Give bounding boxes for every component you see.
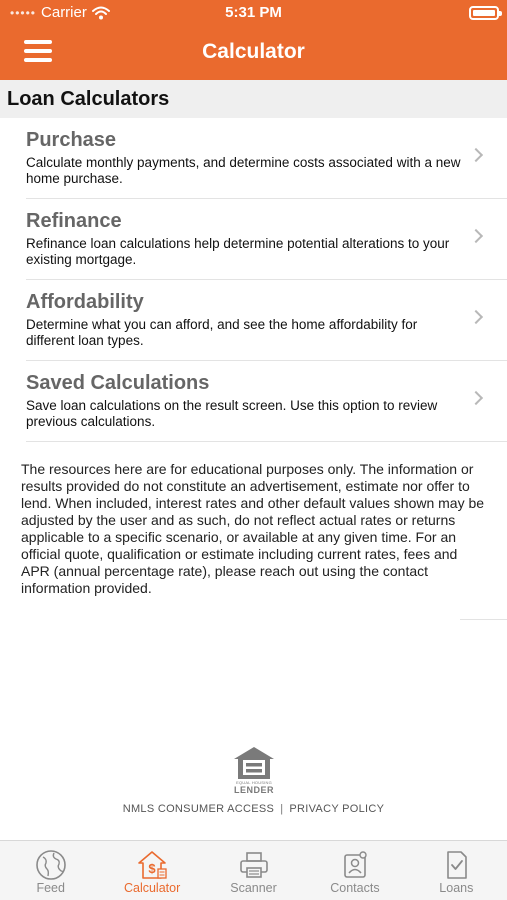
footer-separator: | [280,803,284,815]
calculator-list [0,118,507,442]
item-description: Save loan calculations on the result screen. Use this option to review previous calculations. [26,398,438,429]
disclaimer-text: The resources here are for educational purposes only. The information or results provided do not constitute an advertisement, estimate nor offer to lend. When included, interest rates and other default values shown may be adjusted by the user and as such, do not reflect actual rates or returns applicable to a specific scenario, or available at any given time. For an official quote, qualification or estimate including current rates, fees and APR (annual percentage rate), please reach out using the contact information provided. [21,461,485,596]
tab-label: Contacts [330,881,380,895]
status-time: 5:31 PM [225,4,282,21]
status-bar [0,0,507,26]
chevron-right-icon [469,391,483,405]
item-title: Affordability [26,291,144,313]
list-item-saved-calculations[interactable] [26,361,507,442]
nav-bar [0,26,507,80]
svg-text:$: $ [148,861,156,876]
divider [460,619,507,620]
calculator-dollar-icon [136,849,168,881]
nmls-consumer-access-link[interactable]: NMLS CONSUMER ACCESS [122,803,275,815]
tab-label: Calculator [123,881,181,895]
printer-icon [238,849,270,881]
contacts-icon [339,849,371,881]
chevron-right-icon [469,310,483,324]
list-item-affordability[interactable] [26,280,507,361]
list-item-purchase[interactable] [26,118,507,199]
header [0,0,507,80]
battery-icon [469,6,499,20]
tab-calculator[interactable] [101,841,202,900]
section-header [0,80,507,118]
logo-big-text: LENDER [233,785,274,795]
globe-icon [35,849,67,881]
tab-feed[interactable] [0,841,101,900]
item-title: Saved Calculations [26,372,210,394]
item-title: Refinance [26,210,122,232]
item-description: Refinance loan calculations help determine potential alterations to your existing mortgage. [26,236,450,267]
tab-label: Feed [36,881,65,895]
tab-bar [0,840,507,900]
item-description: Calculate monthly payments, and determine costs associated with a new home purchase. [26,155,461,186]
footer-links [0,803,507,815]
equal-housing-lender-logo [232,745,276,795]
list-item-refinance[interactable] [26,199,507,280]
signal-icon: ••••• [10,5,37,20]
item-title: Purchase [26,129,117,151]
carrier-label: Carrier [41,4,87,21]
item-description: Determine what you can afford, and see the home affordability for different loan types. [26,317,418,348]
chevron-right-icon [469,148,483,162]
privacy-policy-link[interactable]: PRIVACY POLICY [289,803,385,815]
tab-label: Scanner [230,881,277,895]
tab-scanner[interactable] [203,841,304,900]
logo-small-text: EQUAL HOUSING [236,780,272,785]
section-title: Loan Calculators [7,88,170,110]
tab-label: Loans [439,881,474,895]
page-title: Calculator [202,40,305,63]
tab-loans[interactable] [406,841,507,900]
chevron-right-icon [469,229,483,243]
document-check-icon [440,849,472,881]
tab-contacts[interactable] [304,841,405,900]
equal-housing-icon [232,745,276,781]
